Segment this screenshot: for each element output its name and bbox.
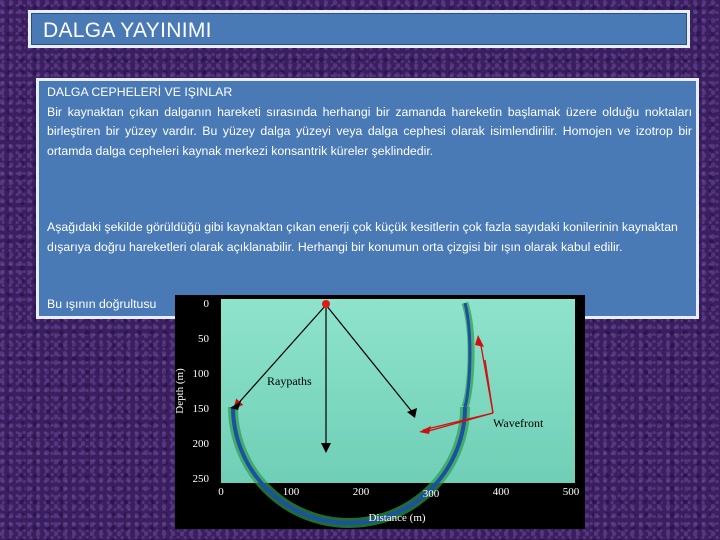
title-bar: [28, 10, 690, 48]
source-point: [322, 300, 330, 308]
paragraph-3: Bu ışının doğrultusu: [47, 297, 157, 311]
x-tick-label: 0: [218, 486, 224, 498]
x-tick-label: 500: [562, 486, 580, 498]
raypaths-label: Raypaths: [267, 374, 312, 388]
x-tick-label: 200: [352, 486, 370, 498]
y-tick-label: 0: [203, 298, 209, 310]
content-box: [36, 78, 699, 319]
wavefront-label: Wavefront: [493, 416, 544, 430]
y-axis-label: Depth (m): [175, 368, 186, 414]
x-tick-label: 400: [492, 486, 510, 498]
wavefront-plot: [175, 295, 585, 529]
plot-area: [221, 299, 575, 483]
wavefront-figure: [175, 295, 585, 529]
y-tick-label: 50: [198, 333, 209, 345]
paragraph-2: Aşağıdaki şekilde görüldüğü gibi kaynaktan çıkan enerji çok küçük kesitlerin çok fazla sayıdaki konilerinin kaynaktan dışarıya doğru hareketleri olarak açıklanabilir. Herhangi bir konumun orta çizgisi bir ışın olarak kabul edilir.: [47, 220, 678, 254]
section-heading: DALGA CEPHELERİ VE IŞINLAR: [47, 85, 233, 99]
x-tick-label: 100: [282, 486, 300, 498]
heading-and-paragraph-1: [47, 83, 692, 161]
x-axis-label: Distance (m): [368, 512, 426, 524]
y-tick-label: 150: [192, 403, 209, 415]
y-tick-labels: [193, 298, 210, 485]
page-title: DALGA YAYINIMI: [43, 19, 212, 42]
paragraph-1: Bir kaynaktan çıkan dalganın hareketi sırasında herhangi bir zamanda hareketin başlamak üzere olduğu noktaları birleştiren bir yüzey vardır. Bu yüzey dalga yüzeyi veya dalga cephesi olarak isimlendirilir. Homojen ve izotrop bir ortamda dalga cepheleri kaynak merkezi konsantrik küreler şeklindedir.: [47, 104, 692, 158]
y-tick-label: 200: [192, 438, 209, 450]
y-tick-label: 250: [192, 473, 209, 485]
y-tick-label: 100: [192, 368, 209, 380]
x-tick-label: 300: [422, 488, 440, 500]
